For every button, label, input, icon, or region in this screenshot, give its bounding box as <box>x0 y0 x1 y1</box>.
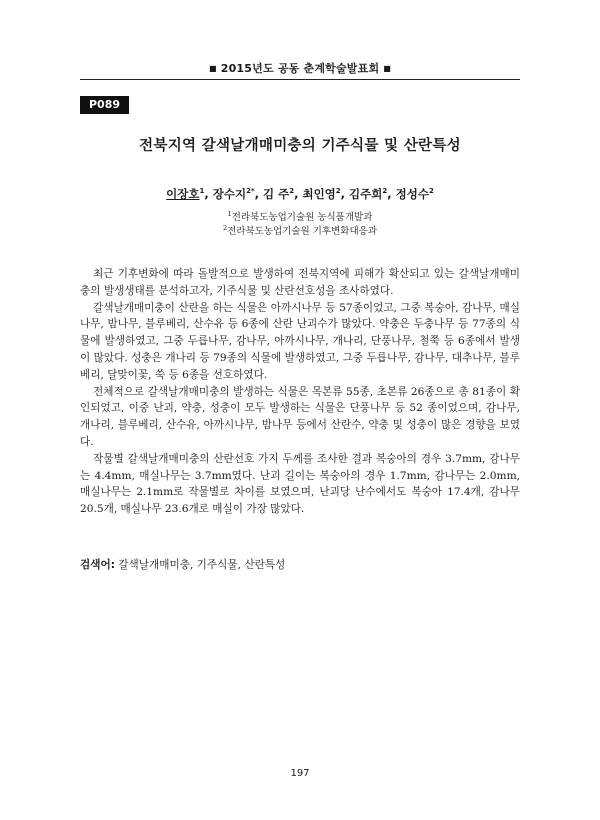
paper-code-badge: P089 <box>80 96 129 114</box>
keywords <box>80 557 520 573</box>
header-rule <box>80 79 520 80</box>
author-name: 최인영 <box>302 187 336 201</box>
affiliation-text: 전라북도농업기술원 농식품개발과 <box>231 212 373 224</box>
page-number: 197 <box>290 768 310 779</box>
author-affiliation-mark: 2 <box>428 187 434 196</box>
author-affiliation-mark: 2* <box>246 187 255 196</box>
author-affiliation-mark: 2 <box>335 187 341 196</box>
abstract-paragraph: 전체적으로 갈색날개매미충의 발생하는 식물은 목본류 55종, 초본류 26종으로 총 81종이 확인되었고, 이중 난괴, 약충, 성충이 모두 발생하는 식물은 단풍나무 등 52 종이었으며, 감나무, 개나리, 블루베리, 산수유, 아까시나무, 밤나무 등에서 산란수, 약충 및 성충이 많은 경향을 보였다. <box>80 385 520 448</box>
abstract-body <box>80 266 520 518</box>
abstract-paragraph: 갈색날개매미충이 산란을 하는 식물은 아까시나무 등 57종이었고, 그중 복숭아, 감나무, 매실나무, 밤나무, 블루베리, 산수유 등 6종에 산란 난괴수가 많았다. 약충은 두충나무 등 77종의 식물에 발생하였고, 그중 두릅나무, 감나무, 아까시나무, 개나리, 단풍나무, 철쭉 등 6종에서 발생이 많았다. 성충은 개나리 등 79종의 식물에 발생하였고, 그중 두릅나무, 감나무, 대추나무, 블루베리, 달맞이꽃, 쑥 등 6종을 선호하였다. <box>80 301 520 381</box>
author-name: 이장호 <box>166 187 200 201</box>
affiliation-mark: 1 <box>227 210 232 218</box>
keywords-text: 갈색날개매미충, 기주식물, 산란특성 <box>118 559 286 571</box>
author-list: 이장호$^1$, 장수지$^{2*}$, 김 주$^2$, 최인영$^2$, 김주희$^2$, 정성수$^2$ <box>166 187 434 201</box>
author-name: 김 주 <box>262 187 290 201</box>
paper-title: 전북지역 갈색날개매미충의 기주식물 및 산란특성 <box>139 138 461 154</box>
affiliation-text: 전라북도농업기술원 기후변화대응과 <box>227 226 377 238</box>
abstract-paragraph: 최근 기후변화에 따라 돌발적으로 발생하여 전북지역에 피해가 확산되고 있는 갈색날개매미충의 발생생태를 분석하고자, 기주식물 및 산란선호성을 조사하였다. <box>80 268 520 297</box>
affiliation-mark: 2 <box>223 224 228 232</box>
abstract-paragraph: 작물별 갈색날개매미충의 산란선호 가지 두께를 조사한 결과 복숭아의 경우 3.7mm, 감나무는 4.4mm, 매실나무는 3.7mm였다. 난괴 길이는 복숭아의 경우 1.7mm, 감나무는 2.0mm, 매실나무는 2.1mm로 작물별로 차이를 보였으며, 난괴당 난수에서도 복숭아 17.4개, 감나무 20.5개, 매실나무 23.6개로 매실이 가장 많았다. <box>80 452 520 516</box>
header-text: 2015년도 공동 춘계학술발표회 <box>220 62 380 75</box>
keywords-label: 검색어: <box>80 559 115 571</box>
affiliation <box>80 222 520 238</box>
square-bullet-icon: ■ <box>383 64 392 73</box>
author-affiliation-mark: 2 <box>382 187 388 196</box>
author-affiliation-mark: 1 <box>199 187 205 196</box>
square-bullet-icon: ■ <box>208 64 217 73</box>
author-name: 장수지 <box>212 187 247 201</box>
author-name: 정성수 <box>395 187 429 201</box>
running-header <box>80 60 520 76</box>
author-affiliation-mark: 2 <box>289 187 295 196</box>
author-name: 김주희 <box>349 187 383 201</box>
